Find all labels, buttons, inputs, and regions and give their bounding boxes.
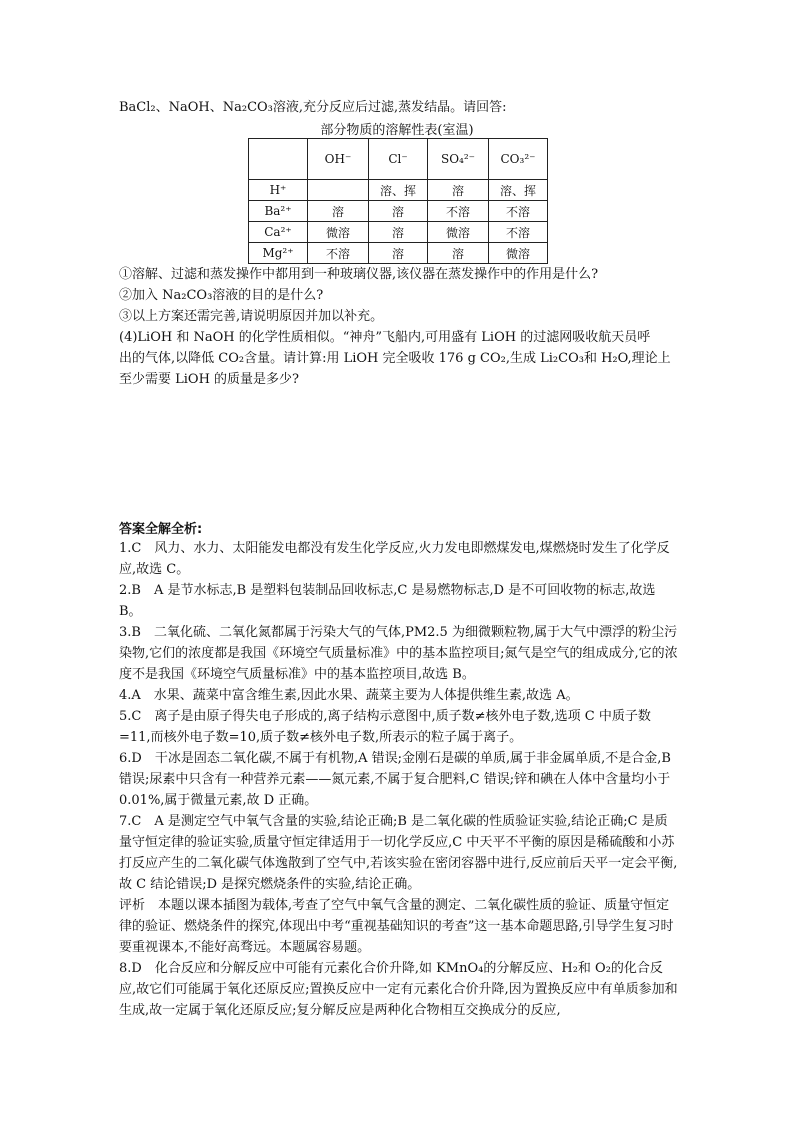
answers-title: 答案全解全析: bbox=[119, 522, 203, 537]
sub-question-2: ②加入 Na₂CO₃溶液的目的是什么? bbox=[119, 288, 324, 303]
table-cell: 不溶 bbox=[428, 201, 489, 222]
header-cell: OH⁻ bbox=[308, 139, 369, 180]
table-row bbox=[249, 222, 548, 243]
table-cell: Ca²⁺ bbox=[249, 222, 308, 243]
sub-question-3: ③以上方案还需完善,请说明原因并加以补充。 bbox=[119, 309, 384, 324]
table-cell: 溶 bbox=[428, 243, 489, 264]
table-cell: Mg²⁺ bbox=[249, 243, 308, 264]
table-header-row bbox=[249, 139, 548, 180]
table-caption: 部分物质的溶解性表(室温) bbox=[320, 123, 474, 138]
header-cell: SO₄²⁻ bbox=[428, 139, 489, 180]
table-cell: 溶 bbox=[428, 180, 489, 201]
table-cell: 溶、挥 bbox=[369, 180, 428, 201]
table-cell: 不溶 bbox=[489, 222, 548, 243]
header-cell: Cl⁻ bbox=[369, 139, 428, 180]
table-cell: 不溶 bbox=[308, 243, 369, 264]
solubility-table bbox=[248, 138, 548, 264]
table-row bbox=[249, 243, 548, 264]
table-row bbox=[249, 201, 548, 222]
question-4-line: (4)LiOH 和 NaOH 的化学性质相似。“神舟”飞船内,可用盛有 LiOH 的过滤网吸收航天员呼 bbox=[119, 330, 651, 345]
table-cell: 溶 bbox=[369, 222, 428, 243]
table-cell: 溶 bbox=[369, 201, 428, 222]
header-cell: CO₃²⁻ bbox=[489, 139, 548, 180]
question-4-line: 出的气体,以降低 CO₂含量。请计算:用 LiOH 完全吸收 176 g CO₂,生成 Li₂CO₃和 H₂O,理论上 bbox=[119, 351, 671, 366]
table-cell: 微溶 bbox=[428, 222, 489, 243]
answer-item: 3.B 二氧化硫、二氧化氮都属于污染大气的气体,PM2.5 为细微颗粒物,属于大气中漂浮的粉尘污染物,它们的浓度都是我国《环境空气质量标准》中的基本监控项目;氮气是空气的组成成分,它的浓度不是我国《环境空气质量标准》中的基本监控项目,故选 B。 bbox=[119, 625, 678, 682]
table-row bbox=[249, 180, 548, 201]
answer-item: 8.D 化合反应和分解反应中可能有元素化合价升降,如 KMnO₄的分解反应、H₂和 O₂的化合反应,故它们可能属于氧化还原反应;置换反应中一定有元素化合价升降,因为置换反应中有单质参加和生成,故一定属于氧化还原反应;复分解反应是两种化合物相互交换成分的反应, bbox=[119, 961, 678, 1018]
answer-item: 4.A 水果、蔬菜中富含维生素,因此水果、蔬菜主要为人体提供维生素,故选 A。 bbox=[119, 688, 579, 703]
table-cell: 溶 bbox=[308, 201, 369, 222]
sub-question-1: ①溶解、过滤和蒸发操作中都用到一种玻璃仪器,该仪器在蒸发操作中的作用是什么? bbox=[119, 267, 599, 282]
table-cell: H⁺ bbox=[249, 180, 308, 201]
header-cell bbox=[249, 139, 308, 180]
table-cell: 微溶 bbox=[308, 222, 369, 243]
table-cell bbox=[308, 180, 369, 201]
answer-comment: 评析 本题以课本插图为载体,考查了空气中氧气含量的测定、二氧化碳性质的验证、质量守恒定律的验证、燃烧条件的探究,体现出中考“重视基础知识的考查”这一基本命题思路,引导学生复习时要重视课本,不能好高骛远。本题属容易题。 bbox=[119, 898, 674, 955]
answer-item: 7.C A 是测定空气中氧气含量的实验,结论正确;B 是二氧化碳的性质验证实验,结论正确;C 是质量守恒定律的验证实验,质量守恒定律适用于一切化学反应,C 中天平不平衡的原因是稀硫酸和小苏打反应产生的二氧化碳气体逸散到了空气中,若该实验在密闭容器中进行,反应前后天平一定会平衡,故 C 结论错误;D 是探究燃烧条件的实验,结论正确。 bbox=[119, 814, 678, 892]
answer-item: 2.B A 是节水标志,B 是塑料包装制品回收标志,C 是易燃物标志,D 是不可回收物的标志,故选 B。 bbox=[119, 583, 656, 619]
answer-item: 6.D 干冰是固态二氧化碳,不属于有机物,A 错误;金刚石是碳的单质,属于非金属单质,不是合金,B 错误;尿素中只含有一种营养元素——氮元素,不属于复合肥料,C 错误;锌和碘在人体中含量均小于 0.01%,属于微量元素,故 D 正确。 bbox=[119, 751, 671, 808]
answer-item: 5.C 离子是由原子得失电子形成的,离子结构示意图中,质子数≠核外电子数,选项 C 中质子数=11,而核外电子数=10,质子数≠核外电子数,所表示的粒子属于离子。 bbox=[119, 709, 651, 745]
question-4-line: 至少需要 LiOH 的质量是多少? bbox=[119, 372, 300, 387]
table-cell: 微溶 bbox=[489, 243, 548, 264]
question-intro-line: BaCl₂、NaOH、Na₂CO₃溶液,充分反应后过滤,蒸发结晶。请回答: bbox=[119, 100, 507, 115]
table-cell: 溶 bbox=[369, 243, 428, 264]
table-cell: 溶、挥 bbox=[489, 180, 548, 201]
answer-item: 1.C 风力、水力、太阳能发电都没有发生化学反应,火力发电即燃煤发电,煤燃烧时发生了化学反应,故选 C。 bbox=[119, 541, 670, 577]
table-cell: 不溶 bbox=[489, 201, 548, 222]
table-cell: Ba²⁺ bbox=[249, 201, 308, 222]
